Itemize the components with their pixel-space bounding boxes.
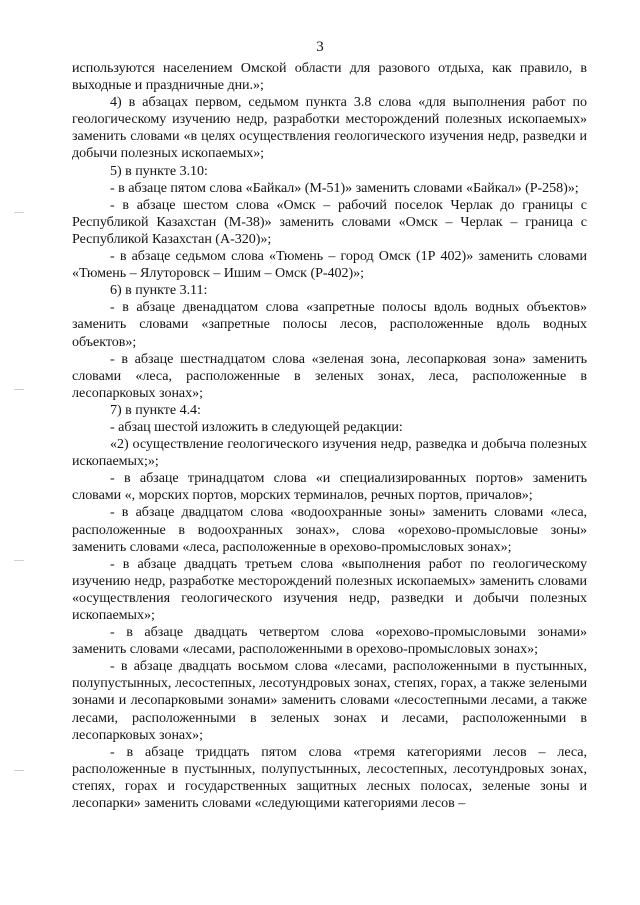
paragraph: «2) осуществление геологического изучения недр, разведка и добыча полезных ископаемых;»; — [72, 436, 587, 470]
paragraph: 5) в пункте 3.10: — [110, 162, 208, 179]
document-body — [72, 60, 587, 812]
paragraph: - в абзаце двадцатом слова «водоохранные зоны» заменить словами «леса, расположенные в водоохранных зонах», слова «орехово-промысловые зоны» заменить словами «леса, расположенные в орехово-промысловых зонах»; — [72, 504, 587, 555]
scan-artifact — [14, 212, 24, 213]
paragraph: - в абзаце двадцать четвертом слова «орехово-промысловыми зонами» заменить словами «лесами, расположенными в орехово-промысловых зонах»; — [72, 624, 587, 658]
paragraph: 7) в пункте 4.4: — [110, 401, 201, 418]
paragraph: - в абзаце двадцать третьем слова «выполнения работ по геологическому изучению недр, разработке месторождений полезных ископаемых» заменить словами «осуществления геологического изучения недр, разведки и добычи полезных ископаемых»; — [72, 555, 587, 623]
paragraph: 6) в пункте 3.11: — [110, 282, 208, 299]
paragraph: - в абзаце тридцать пятом слова «тремя категориями лесов – леса, расположенные в пустынных, полупустынных, лесостепных, лесотундровых зонах, степях, горах и государственных защитных лесных полосах, зеленые зоны и лесопарки» заменить словами «следующими категориями лесов – — [72, 743, 587, 812]
paragraph: - в абзаце шестом слова «Омск – рабочий поселок Черлак до границы с Республикой Казахстан (М-38)» заменить словами «Омск – Черлак – граница с Республикой Казахстан (А-320)»; — [72, 196, 587, 247]
paragraph: 4) в абзацах первом, седьмом пункта 3.8 слова «для выполнения работ по геологическому изучению недр, разработки месторождений полезных ископаемых» заменить словами «в целях осуществления геологического изучения недр, разведки и добычи полезных ископаемых»; — [72, 94, 587, 162]
page-number: 3 — [316, 39, 324, 55]
paragraph: - в абзаце шестнадцатом слова «зеленая зона, лесопарковая зона» заменить словами «леса, расположенные в зеленых зонах, леса, расположенные в лесопарковых зонах»; — [72, 350, 587, 401]
paragraph: - в абзаце двенадцатом слова «запретные полосы вдоль водных объектов» заменить словами «запретные полосы лесов, расположенные вдоль водных объектов»; — [72, 299, 587, 350]
paragraph: - в абзаце двадцать восьмом слова «лесами, расположенными в пустынных, полупустынных, лесостепных, лесотундровых зонах, степях, горах, а также зелеными зонами и лесопарковыми зонами» заменить словами «лесостепными лесами, а также лесами, расположенными в зеленых зонах и лесами, расположенными в лесопарковых зонах»; — [72, 658, 587, 743]
paragraph: - в абзаце седьмом слова «Тюмень – город Омск (1Р 402)» заменить словами «Тюмень – Ялуторовск – Ишим – Омск (Р-402)»; — [72, 248, 587, 282]
scan-artifact — [14, 560, 24, 561]
paragraph: - в абзаце тринадцатом слова «и специализированных портов» заменить словами «, морских портов, морских терминалов, речных портов, причалов»; — [72, 470, 587, 504]
scan-artifact — [14, 770, 24, 771]
paragraph: - абзац шестой изложить в следующей редакции: — [110, 418, 403, 435]
paragraph: используются населением Омской области для разового отдыха, как правило, в выходные и праздничные дни.»; — [72, 60, 587, 94]
scan-artifact — [14, 389, 24, 390]
paragraph: - в абзаце пятом слова «Байкал» (М-51)» заменить словами «Байкал» (Р-258)»; — [110, 179, 579, 196]
